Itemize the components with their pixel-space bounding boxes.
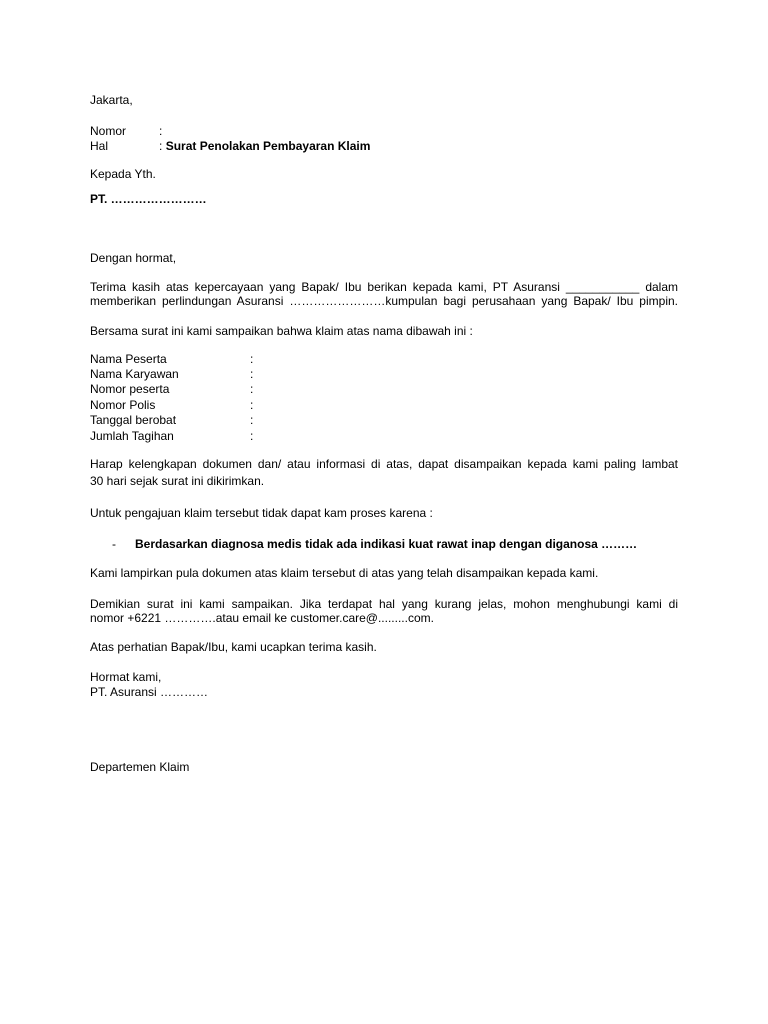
claim-field-label: Jumlah Tagihan	[90, 429, 174, 443]
hal-separator: :	[159, 139, 163, 153]
hal-row	[90, 139, 370, 153]
recipient-intro: Kepada Yth.	[90, 167, 156, 181]
paragraph-6-line-2: nomor +6221 ………….atau email ke customer.care@.........com.	[90, 611, 434, 625]
claim-field-separator: :	[250, 367, 254, 381]
paragraph-6-line-1: Demikian surat ini kami sampaikan. Jika terdapat hal yang kurang jelas, mohon menghubungi kami di	[90, 597, 678, 611]
claim-field-separator: :	[250, 382, 254, 396]
letter-place: Jakarta,	[90, 93, 133, 107]
nomor-separator: :	[159, 124, 163, 138]
claim-field-row	[90, 382, 253, 396]
claim-field-label: Tanggal berobat	[90, 413, 177, 427]
claim-field-separator: :	[250, 429, 254, 443]
hal-label: Hal	[90, 139, 109, 153]
claim-field-row	[90, 429, 253, 443]
paragraph-7: Atas perhatian Bapak/Ibu, kami ucapkan terima kasih.	[90, 640, 377, 654]
department-name: Departemen Klaim	[90, 760, 190, 774]
recipient-name: PT. ……………………	[90, 192, 207, 206]
nomor-label: Nomor	[90, 124, 127, 138]
company-name: PT. Asuransi …………	[90, 685, 209, 699]
salutation: Dengan hormat,	[90, 251, 177, 265]
paragraph-1-line-1: Terima kasih atas kepercayaan yang Bapak/ Ibu berikan kepada kami, PT Asuransi ___________ dalam	[90, 280, 678, 294]
claim-field-label: Nomor peserta	[90, 382, 170, 396]
paragraph-2: Bersama surat ini kami sampaikan bahwa klaim atas nama dibawah ini :	[90, 324, 473, 338]
closing: Hormat kami,	[90, 670, 162, 684]
bullet-reason: Berdasarkan diagnosa medis tidak ada indikasi kuat rawat inap dengan diganosa ………	[135, 537, 638, 551]
bullet-marker: -	[112, 537, 116, 551]
claim-field-separator: :	[250, 413, 254, 427]
claim-field-label: Nama Karyawan	[90, 367, 179, 381]
claim-field-row	[90, 413, 253, 427]
claim-field-row	[90, 398, 253, 412]
nomor-row	[90, 124, 162, 138]
claim-field-label: Nomor Polis	[90, 398, 156, 412]
claim-field-separator: :	[250, 352, 254, 366]
claim-field-separator: :	[250, 398, 254, 412]
paragraph-3-line-2: 30 hari sejak surat ini dikirimkan.	[90, 474, 265, 488]
hal-value: Surat Penolakan Pembayaran Klaim	[165, 139, 371, 153]
claim-field-row	[90, 352, 253, 366]
paragraph-1-line-2: memberikan perlindungan Asuransi ……………………kumpulan bagi perusahaan yang Bapak/ Ibu pimpin.	[90, 294, 678, 308]
claim-field-label: Nama Peserta	[90, 352, 167, 366]
paragraph-5: Kami lampirkan pula dokumen atas klaim tersebut di atas yang telah disampaikan kepada kami.	[90, 566, 599, 580]
paragraph-3-line-1: Harap kelengkapan dokumen dan/ atau informasi di atas, dapat disampaikan kepada kami paling lambat	[90, 457, 678, 471]
claim-field-row	[90, 367, 253, 381]
paragraph-4: Untuk pengajuan klaim tersebut tidak dapat kam proses karena :	[90, 506, 433, 520]
